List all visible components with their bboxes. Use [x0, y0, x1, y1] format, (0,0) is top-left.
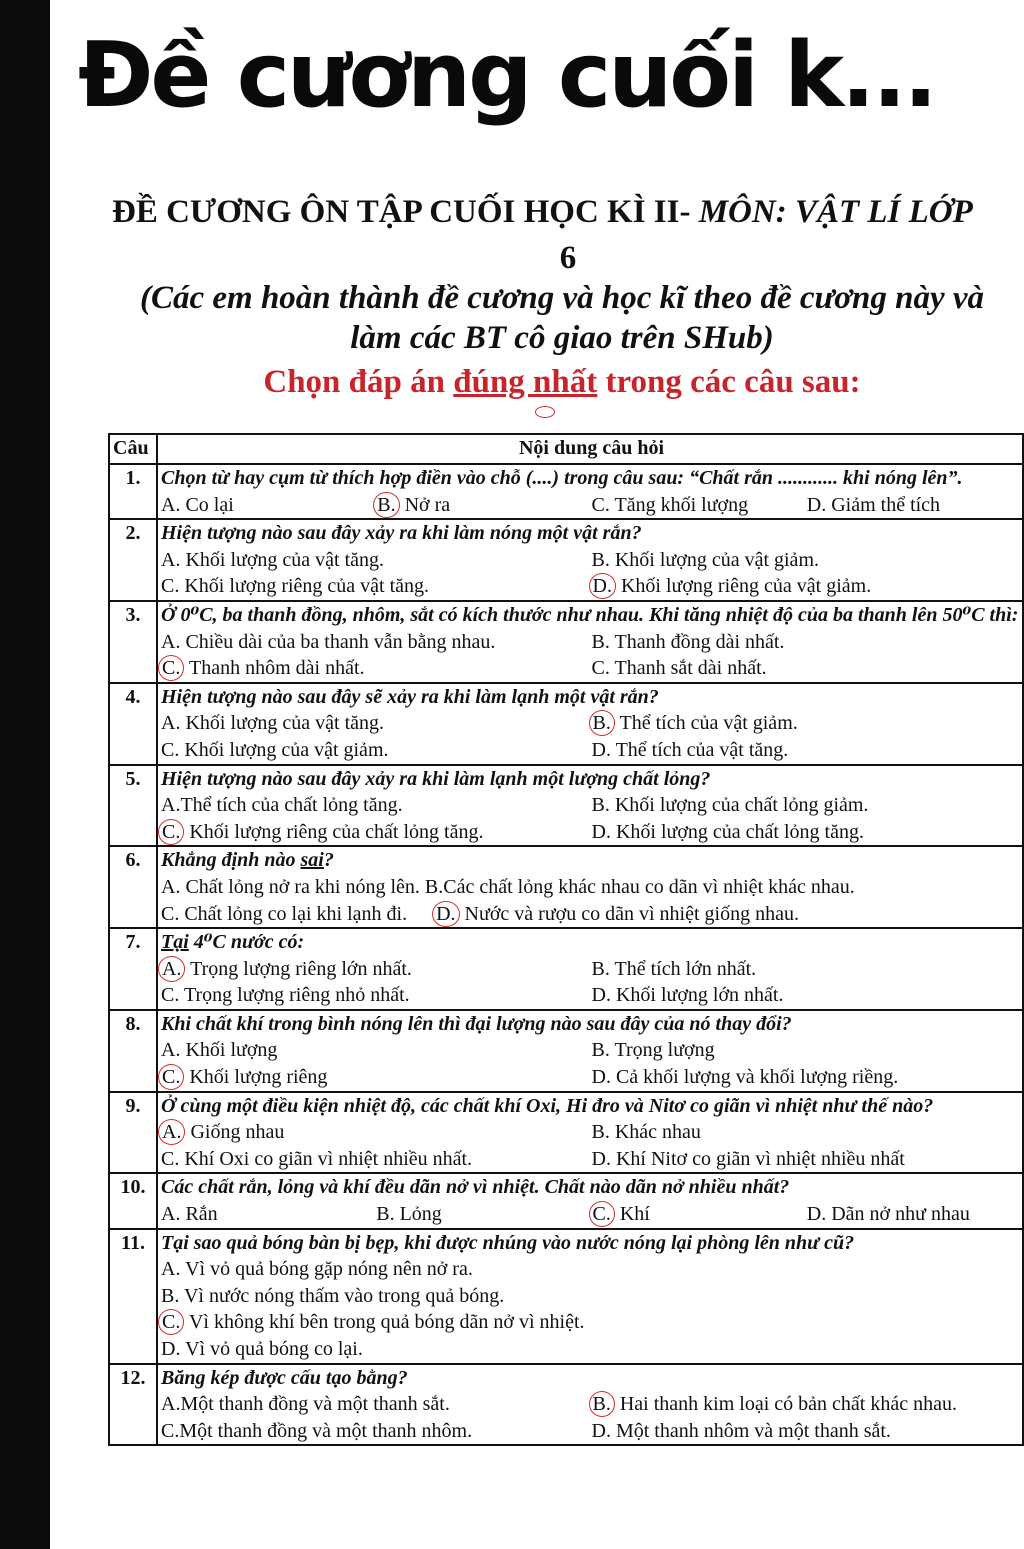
question-text: Hiện tượng nào sau đây sẽ xảy ra khi làm lạnh một vật rắn?: [161, 685, 659, 708]
prompt-underlined: đúng nhất: [453, 364, 598, 400]
heading-plain: ĐỀ CƯƠNG ÔN TẬP CUỐI HỌC KÌ II-: [112, 194, 699, 230]
document-heading: [112, 190, 1024, 234]
question-text-underlined: Tại: [161, 931, 189, 954]
answer-option[interactable]: [592, 629, 1023, 656]
option-text: Khối lượng của vật tăng.: [180, 712, 385, 735]
answer-option[interactable]: [592, 792, 1023, 819]
option-label: A.: [161, 630, 181, 653]
prompt-after: trong các câu sau:: [597, 364, 861, 400]
question-number: 10.: [109, 1173, 157, 1228]
option-text: Khối lượng riêng của vật giảm.: [615, 575, 872, 598]
answer-option[interactable]: [161, 1064, 592, 1091]
option-label: A.: [161, 1258, 181, 1281]
answer-options: [161, 492, 1022, 519]
option-text: Khối lượng riêng của chất lỏng tăng.: [184, 820, 484, 843]
answer-options: [161, 792, 1022, 845]
option-label: C.: [161, 575, 180, 598]
option-text: Khối lượng của vật tăng.: [180, 548, 385, 571]
option-label: B.: [591, 1121, 610, 1144]
option-text: Vì vỏ quả bóng gặp nóng nên nở ra.: [180, 1258, 473, 1281]
question-cell: [157, 1092, 1023, 1174]
answer-options: [161, 1256, 1022, 1362]
pen-mark-circle: [535, 406, 555, 418]
option-text: Vì nước nóng thấm vào trong quả bóng.: [179, 1284, 505, 1307]
option-text: Giống nhau: [185, 1121, 285, 1144]
question-text: Tại sao quả bóng bàn bị bẹp, khi được nhúng vào nước nóng lại phòng lên như cũ?: [161, 1231, 855, 1254]
option-text: Nở ra: [399, 493, 451, 516]
option-text: Khối lượng của vật giảm.: [179, 738, 389, 761]
answer-option[interactable]: [592, 737, 1023, 764]
question-text: Các chất rắn, lỏng và khí đều dãn nở vì nhiệt. Chất nào dãn nở nhiều nhất?: [161, 1176, 790, 1199]
answer-option[interactable]: [161, 655, 592, 682]
answer-options: [161, 710, 1022, 763]
option-label: C.: [591, 657, 610, 680]
answer-option[interactable]: [592, 1418, 1023, 1445]
answer-options: [161, 629, 1022, 682]
question-text: Hiện tượng nào sau đây xảy ra khi làm nóng một vật rắn?: [161, 522, 642, 545]
answer-option[interactable]: [161, 737, 592, 764]
option-text: Khí Oxi co giãn vì nhiệt nhiều nhất.: [179, 1147, 473, 1170]
question-text: [161, 847, 1022, 874]
selected-answer-label: C.: [158, 1064, 184, 1090]
selected-answer-label: A.: [158, 956, 185, 982]
instruction-line-1: (Các em hoàn thành đề cương và học kĩ theo đề cương này và: [139, 280, 985, 316]
heading-grade: 6: [559, 240, 577, 276]
table-row: [109, 683, 1023, 765]
option-label: D.: [591, 820, 611, 843]
question-text-part: Khẳng định nào: [161, 849, 301, 872]
option-text: Thanh sắt dài nhất.: [609, 657, 767, 680]
option-label: D.: [806, 493, 827, 516]
option-text: Một thanh đồng và một thanh sắt.: [180, 1393, 450, 1416]
question-number: 4.: [109, 683, 157, 765]
answer-option[interactable]: [161, 1119, 592, 1146]
question-cell: [157, 1010, 1023, 1092]
answer-option[interactable]: [376, 492, 591, 519]
table-row: [109, 928, 1023, 1010]
answer-option[interactable]: [161, 573, 592, 600]
heading-italic: MÔN: VẬT LÍ LỚP: [698, 194, 973, 230]
question-text: Hiện tượng nào sau đây xảy ra khi làm lạnh một lượng chất lỏng?: [161, 767, 711, 790]
option-text: Thể tích của vật giảm.: [614, 712, 798, 735]
option-text: Khối lượng: [180, 1039, 278, 1062]
question-cell: [157, 1229, 1023, 1364]
option-label: A.: [161, 1393, 181, 1416]
answer-option[interactable]: [161, 1309, 1022, 1336]
answer-option[interactable]: [161, 629, 592, 656]
option-text: Rắn: [180, 1203, 218, 1226]
question-text: Ở cùng một điều kiện nhiệt độ, các chất khí Oxi, Hi đro và Nitơ co giãn vì nhiệt như thế nào?: [161, 1094, 934, 1117]
answer-option[interactable]: [161, 1037, 592, 1064]
answer-option[interactable]: [376, 1201, 591, 1228]
option-label: D.: [591, 738, 611, 761]
selected-answer-label: C.: [158, 819, 184, 845]
selected-answer-label: A.: [158, 1119, 185, 1145]
question-number: 1.: [109, 464, 157, 519]
answer-options: [161, 956, 1022, 1009]
option-text: Tăng khối lượng: [609, 493, 749, 516]
table-row: [109, 1173, 1023, 1228]
question-text-underlined: sai: [300, 849, 324, 872]
option-label: B.: [161, 1284, 180, 1307]
answer-option[interactable]: [161, 1391, 592, 1418]
question-text: Ở 0⁰C, ba thanh đồng, nhôm, sắt có kích thước như nhau. Khi tăng nhiệt độ của ba thanh lên 50⁰C thì:: [161, 603, 1019, 626]
table-row: [109, 846, 1023, 928]
question-cell: [157, 846, 1023, 928]
table-row: [109, 601, 1023, 683]
option-label: C.: [161, 738, 180, 761]
option-text: Lỏng: [394, 1203, 442, 1226]
table-header-row: [109, 434, 1023, 464]
answer-option[interactable]: [161, 547, 592, 574]
answer-option[interactable]: [161, 819, 592, 846]
question-number: 6.: [109, 846, 157, 928]
selected-answer-label: C.: [158, 1309, 184, 1335]
question-number: 7.: [109, 928, 157, 1010]
prompt-before: Chọn đáp án: [263, 364, 454, 400]
option-label: C.: [161, 1147, 180, 1170]
option-label: D.: [591, 984, 611, 1007]
option-label: D.: [161, 1338, 181, 1360]
question-text-part: ?: [323, 849, 334, 872]
option-label: B.: [376, 1203, 395, 1226]
option-label: A.: [161, 794, 181, 817]
option-label: C.: [161, 984, 180, 1007]
table-row: [109, 765, 1023, 847]
question-number: 2.: [109, 519, 157, 601]
header-content: Nội dung câu hỏi: [157, 434, 1023, 464]
answer-option[interactable]: [161, 874, 1022, 901]
option-label: D.: [806, 1203, 827, 1226]
question-text: Chọn từ hay cụm từ thích hợp điền vào chỗ (....) trong câu sau: “Chất rắn ............ khi nóng lên”.: [161, 467, 963, 489]
option-text: Chiều dài của ba thanh vẫn bằng nhau.: [180, 630, 496, 653]
left-dark-strip: [0, 0, 50, 1549]
selected-answer-label: B.: [589, 1391, 615, 1417]
answer-option[interactable]: [592, 1146, 1023, 1173]
option-text: Thể tích lớn nhất.: [609, 957, 757, 980]
table-row: [109, 1010, 1023, 1092]
question-cell: [157, 683, 1023, 765]
option-label: B.: [591, 1039, 610, 1062]
answer-option[interactable]: [592, 982, 1023, 1009]
question-cell: [157, 928, 1023, 1010]
question-cell: [157, 464, 1023, 519]
selected-answer-label: B.: [589, 710, 615, 736]
option-label: B.: [591, 630, 610, 653]
option-text: Nước và rượu co dãn vì nhiệt giống nhau.: [459, 902, 799, 925]
selected-answer-label: D.: [589, 573, 616, 599]
option-text: Thể tích của chất lỏng tăng.: [180, 794, 403, 817]
question-text: Băng kép được cấu tạo bằng?: [161, 1366, 408, 1389]
question-number: 9.: [109, 1092, 157, 1174]
answer-option[interactable]: [592, 573, 1023, 600]
page-title: Đề cương cuối k...: [78, 23, 935, 128]
option-text: Khối lượng lớn nhất.: [610, 984, 784, 1007]
answer-option[interactable]: [592, 956, 1023, 983]
answer-option[interactable]: [161, 901, 407, 928]
answer-options: [161, 1037, 1022, 1090]
answer-option[interactable]: [435, 901, 799, 928]
option-text: Hai thanh kim loại có bản chất khác nhau.: [614, 1393, 957, 1416]
answer-option[interactable]: [161, 1146, 592, 1173]
option-label: C.: [161, 1419, 180, 1442]
option-text: Chất lỏng nở ra khi nóng lên. B.Các chất lỏng khác nhau co dãn vì nhiệt khác nhau.: [180, 875, 855, 898]
option-text: Thể tích của vật tăng.: [610, 738, 789, 761]
answer-option[interactable]: [807, 1201, 1022, 1228]
question-number: 12.: [109, 1364, 157, 1446]
option-label: D.: [591, 1066, 611, 1089]
question-table: [108, 433, 1024, 1446]
table-row: [109, 1364, 1023, 1446]
answer-option[interactable]: [592, 492, 807, 519]
option-text: Một thanh nhôm và một thanh sắt.: [610, 1419, 891, 1442]
option-text: Khối lượng riêng của vật tăng.: [179, 575, 430, 598]
answer-option[interactable]: [592, 1064, 1023, 1091]
answer-option[interactable]: [592, 1201, 807, 1228]
question-body: [109, 464, 1023, 1445]
option-text: Khối lượng của chất lỏng tăng.: [610, 820, 864, 843]
option-label: A.: [161, 712, 181, 735]
option-label: B.: [591, 548, 610, 571]
question-text-part: 4⁰C nước có:: [188, 931, 305, 954]
question-text: Khi chất khí trong bình nóng lên thì đại lượng nào sau đây của nó thay đổi?: [161, 1012, 792, 1035]
answer-option[interactable]: [592, 547, 1023, 574]
answer-option[interactable]: [161, 492, 376, 519]
table-row: [109, 464, 1023, 519]
question-number: 5.: [109, 765, 157, 847]
answer-option[interactable]: [161, 1336, 1022, 1363]
option-text: Thanh đồng dài nhất.: [609, 630, 785, 653]
option-text: Khí Nitơ co giãn vì nhiệt nhiều nhất: [610, 1147, 905, 1170]
question-cell: [157, 765, 1023, 847]
option-text: Chất lỏng co lại khi lạnh đi.: [179, 902, 408, 925]
answer-options: [161, 547, 1022, 600]
selected-answer-label: D.: [432, 901, 459, 927]
option-label: A.: [161, 1203, 181, 1226]
option-text: Khối lượng riêng: [184, 1066, 328, 1089]
option-text: Khí: [614, 1203, 650, 1226]
question-cell: [157, 1173, 1023, 1228]
option-text: Vì không khí bên trong quả bóng dãn nở vì nhiệt.: [184, 1311, 585, 1334]
option-label: A.: [161, 875, 181, 898]
selected-answer-label: C.: [158, 655, 184, 681]
answer-options: [161, 1391, 1022, 1444]
option-text: Một thanh đồng và một thanh nhôm.: [179, 1419, 473, 1442]
answer-option[interactable]: [161, 710, 592, 737]
header-num: Câu: [109, 434, 157, 464]
table-row: [109, 1229, 1023, 1364]
question-number: 8.: [109, 1010, 157, 1092]
option-text: Thanh nhôm dài nhất.: [184, 657, 365, 680]
selected-answer-label: B.: [373, 492, 399, 518]
answer-option[interactable]: [592, 710, 1023, 737]
answer-option[interactable]: [161, 956, 592, 983]
answer-option[interactable]: [161, 1256, 1022, 1283]
option-label: A.: [161, 548, 181, 571]
answer-options: [161, 1201, 1022, 1228]
answer-options: [161, 874, 1022, 927]
option-label: C.: [591, 493, 610, 516]
answer-option[interactable]: [592, 1391, 1023, 1418]
answer-option[interactable]: [161, 1283, 1022, 1310]
option-label: B.: [591, 957, 610, 980]
question-number: 3.: [109, 601, 157, 683]
option-label: C.: [161, 902, 180, 925]
option-label: A.: [161, 1039, 181, 1062]
option-text: Trọng lượng: [609, 1039, 715, 1062]
question-text: [161, 929, 1022, 956]
option-text: Cả khối lượng và khối lượng riềng.: [610, 1066, 899, 1089]
question-cell: [157, 601, 1023, 683]
answer-option[interactable]: [592, 819, 1023, 846]
option-text: Khối lượng của chất lỏng giảm.: [609, 794, 869, 817]
option-label: D.: [591, 1419, 611, 1442]
answer-prompt: [100, 360, 1024, 404]
option-text: Vì vỏ quả bóng co lại.: [180, 1338, 363, 1360]
option-text: Dãn nở như nhau: [826, 1203, 970, 1226]
answer-option[interactable]: [592, 1119, 1023, 1146]
option-text: Co lại: [180, 493, 234, 516]
option-text: Khối lượng của vật giảm.: [609, 548, 819, 571]
question-cell: [157, 1364, 1023, 1446]
answer-option[interactable]: [807, 492, 1022, 519]
answer-option[interactable]: [161, 792, 592, 819]
answer-option[interactable]: [161, 1418, 592, 1445]
option-text: Giảm thể tích: [826, 493, 941, 516]
option-text: Trọng lượng riêng lớn nhất.: [185, 957, 412, 980]
instruction-line-2: làm các BT cô giao trên SHub): [350, 320, 774, 356]
answer-option[interactable]: [161, 1201, 376, 1228]
option-text: Khác nhau: [609, 1121, 701, 1144]
table-row: [109, 519, 1023, 601]
option-text: Trọng lượng riêng nhỏ nhất.: [179, 984, 410, 1007]
option-label: A.: [161, 493, 181, 516]
option-label: B.: [591, 794, 610, 817]
selected-answer-label: C.: [589, 1201, 615, 1227]
answer-option[interactable]: [161, 982, 592, 1009]
question-number: 11.: [109, 1229, 157, 1364]
answer-options: [161, 1119, 1022, 1172]
option-label: D.: [591, 1147, 611, 1170]
table-row: [109, 1092, 1023, 1174]
answer-option[interactable]: [592, 1037, 1023, 1064]
question-cell: [157, 519, 1023, 601]
answer-option[interactable]: [592, 655, 1023, 682]
